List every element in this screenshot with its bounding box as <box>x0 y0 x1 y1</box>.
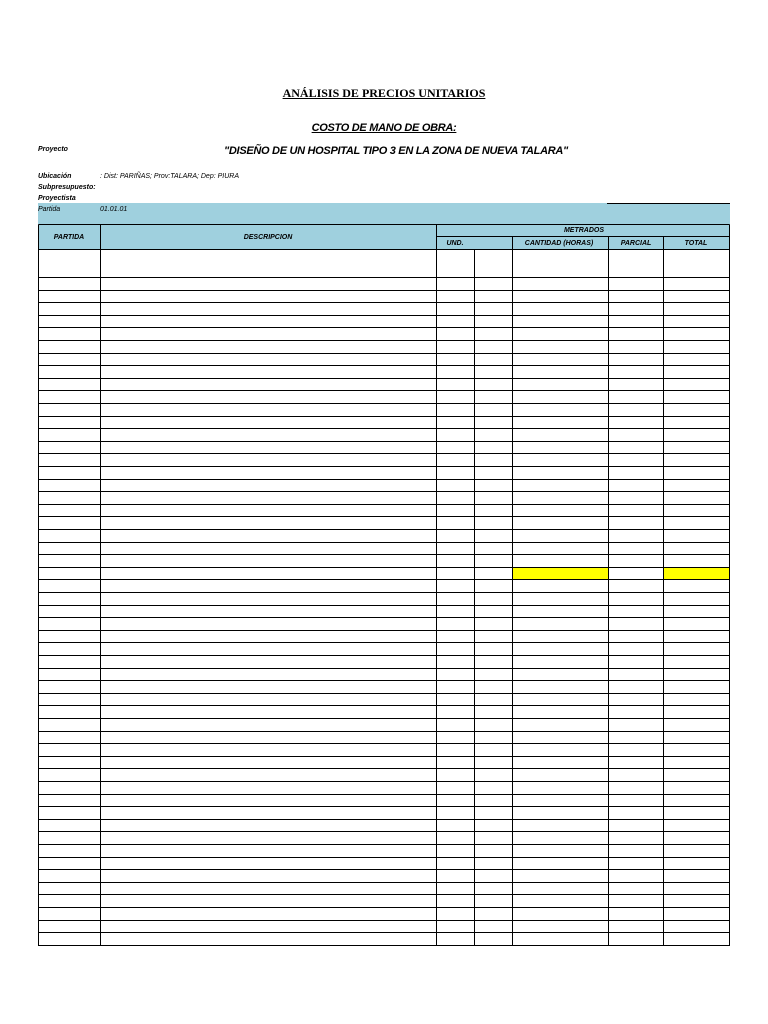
highlight-total-cell <box>664 567 730 580</box>
header-partida: PARTIDA <box>53 234 85 241</box>
proyecto-value: "DISEÑO DE UN HOSPITAL TIPO 3 EN LA ZONA DE NUEVA TALARA" <box>224 145 568 157</box>
ubicacion-label: Ubicación <box>38 173 72 180</box>
partida-label: Partida <box>38 206 61 213</box>
subpresupuesto-label: Subpresupuesto: <box>38 184 96 191</box>
partida-value: 01.01.01 <box>100 206 128 213</box>
highlight-cantidad-cell <box>513 567 608 580</box>
section-subtitle: COSTO DE MANO DE OBRA: <box>311 122 457 134</box>
analysis-table <box>38 224 730 946</box>
header-total: TOTAL <box>684 240 708 247</box>
ubicacion-value: : Dist: PARIÑAS; Prov:TALARA; Dep: PIURA <box>100 173 239 180</box>
proyecto-label: Proyecto <box>38 146 68 153</box>
header-cantidad: CANTIDAD (HORAS) <box>524 240 594 247</box>
header-und: UND. <box>446 240 464 247</box>
header-parcial: PARCIAL <box>620 240 652 247</box>
partida-band <box>38 203 730 224</box>
partida-band-line <box>607 203 730 204</box>
header-metrados: METRADOS <box>563 227 605 234</box>
page-title: ANÁLISIS DE PRECIOS UNITARIOS <box>282 86 486 100</box>
header-descripcion: DESCRIPCION <box>243 234 293 241</box>
proyectista-label: Proyectista <box>38 195 76 202</box>
